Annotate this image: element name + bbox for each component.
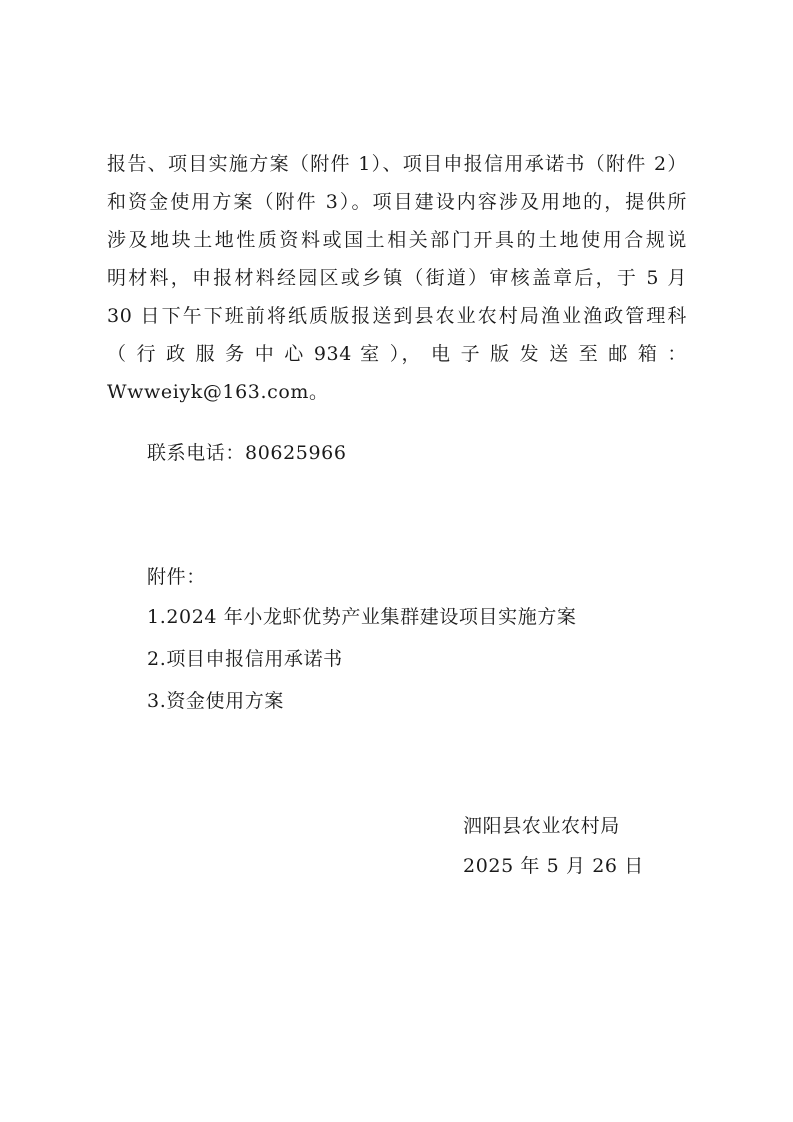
attachment-item-1: 1.2024 年小龙虾优势产业集群建设项目实施方案 xyxy=(147,606,577,628)
contact-phone: 联系电话：80625966 xyxy=(147,442,347,464)
body-line-1: 报告、项目实施方案（附件 1）、项目申报信用承诺书（附件 2） xyxy=(107,153,687,175)
body-line-3: 涉及地块土地性质资料或国土相关部门开具的土地使用合规说 xyxy=(107,229,687,251)
body-line-2: 和资金使用方案（附件 3）。项目建设内容涉及用地的，提供所 xyxy=(107,191,687,213)
attachments-heading: 附件： xyxy=(147,566,206,588)
signature-org: 泗阳县农业农村局 xyxy=(463,815,620,837)
attachment-item-2: 2.项目申报信用承诺书 xyxy=(147,648,343,670)
signature-date: 2025 年 5 月 26 日 xyxy=(463,855,644,877)
body-line-7-email: Wwweiyk@163.com。 xyxy=(107,381,329,403)
body-line-5: 30 日下午下班前将纸质版报送到县农业农村局渔业渔政管理科 xyxy=(107,305,687,327)
body-line-6: （ 行 政 服 务 中 心 934 室 ）， 电 子 版 发 送 至 邮 箱 ： xyxy=(107,343,687,365)
body-line-4: 明材料，申报材料经园区或乡镇（街道）审核盖章后，于 5 月 xyxy=(107,267,687,289)
attachment-item-3: 3.资金使用方案 xyxy=(147,690,284,712)
